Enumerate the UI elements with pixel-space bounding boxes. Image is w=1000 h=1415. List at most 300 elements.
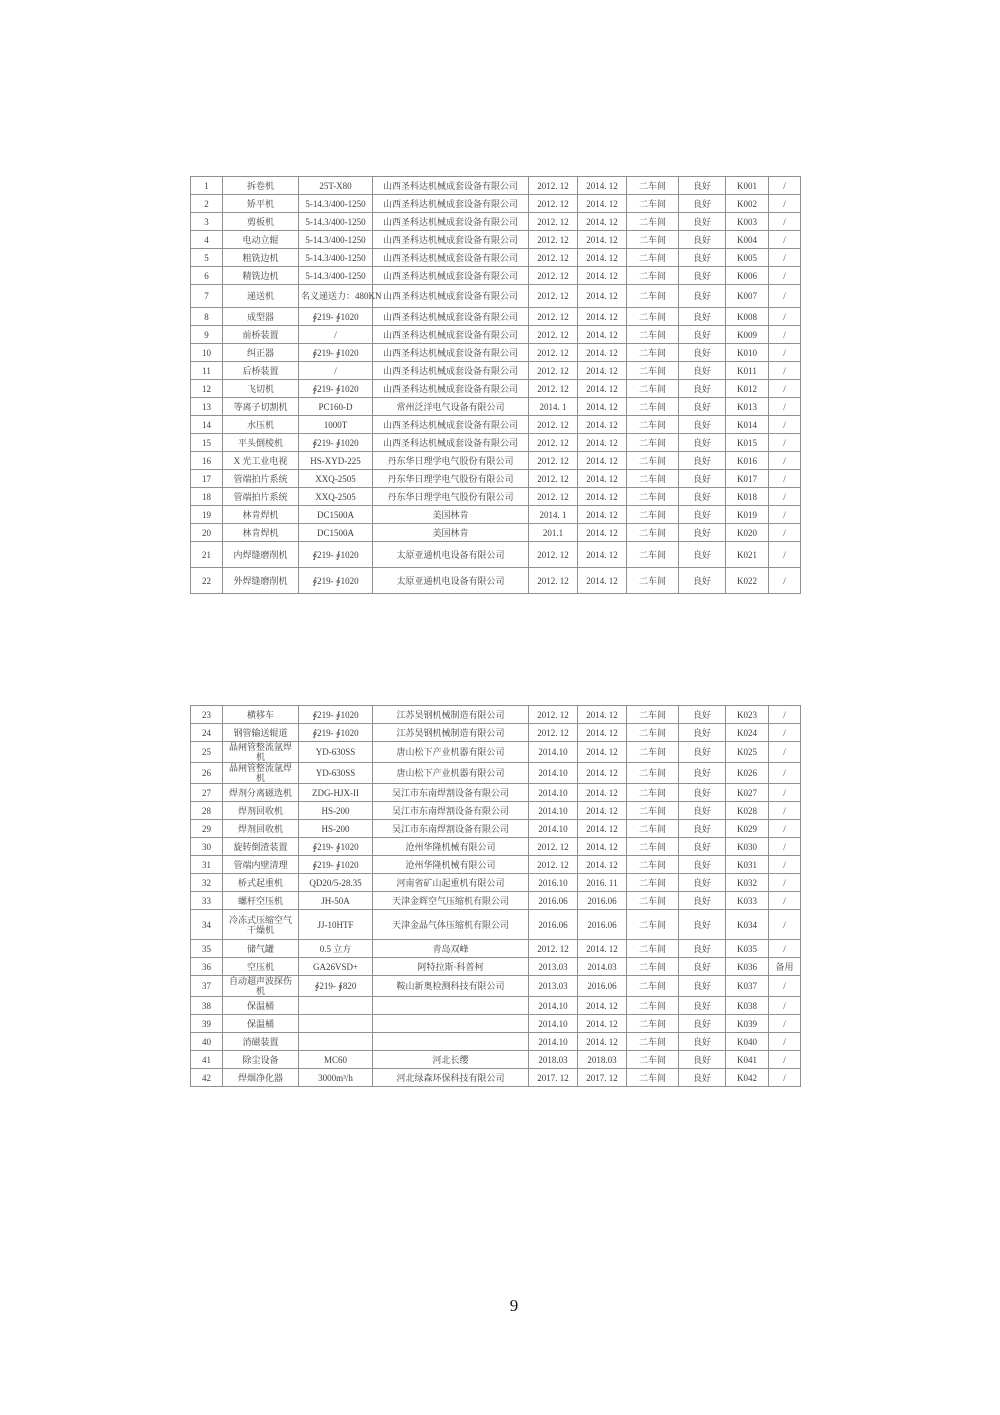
cell-model-spec: ZDG-HJX-II <box>299 784 373 802</box>
cell-location: 二车间 <box>627 724 679 742</box>
cell-condition: 良好 <box>679 910 726 940</box>
cell-enable-date: 2018.03 <box>578 1051 627 1069</box>
cell-asset-code: K032 <box>726 874 769 892</box>
cell-location: 二车间 <box>627 838 679 856</box>
cell-location: 二车间 <box>627 380 679 398</box>
cell-equipment-name: 内焊缝磨削机 <box>223 542 299 568</box>
cell-manufacturer: 山西圣科达机械成套设备有限公司 <box>373 308 529 326</box>
cell-purchase-date: 2014.10 <box>529 997 578 1015</box>
table-row <box>191 195 801 213</box>
cell-equipment-name: 横移车 <box>223 706 299 724</box>
table-row <box>191 177 801 195</box>
cell-location: 二车间 <box>627 177 679 195</box>
cell-manufacturer <box>373 997 529 1015</box>
cell-model-spec: 1000T <box>299 416 373 434</box>
cell-enable-date: 2014. 12 <box>578 568 627 594</box>
cell-condition: 良好 <box>679 452 726 470</box>
cell-condition: 良好 <box>679 470 726 488</box>
cell-purchase-date: 2012. 12 <box>529 231 578 249</box>
cell-model-spec: 名义递送力：480KN <box>299 285 373 308</box>
cell-asset-code: K039 <box>726 1015 769 1033</box>
cell-location: 二车间 <box>627 452 679 470</box>
cell-asset-code: K038 <box>726 997 769 1015</box>
cell-serial: 14 <box>191 416 223 434</box>
cell-remark: / <box>769 1033 801 1051</box>
cell-purchase-date: 2012. 12 <box>529 434 578 452</box>
cell-asset-code: K037 <box>726 976 769 997</box>
cell-remark: / <box>769 308 801 326</box>
cell-enable-date: 2014. 12 <box>578 1033 627 1051</box>
cell-enable-date: 2014. 12 <box>578 308 627 326</box>
cell-enable-date: 2014. 12 <box>578 398 627 416</box>
cell-asset-code: K015 <box>726 434 769 452</box>
cell-manufacturer: 鞍山新奥检测科技有限公司 <box>373 976 529 997</box>
cell-purchase-date: 2012. 12 <box>529 362 578 380</box>
cell-serial: 22 <box>191 568 223 594</box>
cell-serial: 42 <box>191 1069 223 1087</box>
cell-manufacturer: 河南省矿山起重机有限公司 <box>373 874 529 892</box>
cell-model-spec: ∮219- ∮1020 <box>299 542 373 568</box>
cell-equipment-name: 前桥装置 <box>223 326 299 344</box>
cell-enable-date: 2014. 12 <box>578 249 627 267</box>
cell-model-spec: ∮219- ∮1020 <box>299 308 373 326</box>
table-row <box>191 470 801 488</box>
cell-purchase-date: 2014.10 <box>529 763 578 784</box>
cell-remark: / <box>769 784 801 802</box>
cell-remark: / <box>769 763 801 784</box>
cell-condition: 良好 <box>679 763 726 784</box>
cell-enable-date: 2014. 12 <box>578 940 627 958</box>
cell-equipment-name: 螺杆空压机 <box>223 892 299 910</box>
cell-equipment-name: 除尘设备 <box>223 1051 299 1069</box>
cell-model-spec: ∮219- ∮820 <box>299 976 373 997</box>
cell-model-spec: 5-14.3/400-1250 <box>299 213 373 231</box>
cell-asset-code: K026 <box>726 763 769 784</box>
table-row <box>191 958 801 976</box>
cell-purchase-date: 2012. 12 <box>529 195 578 213</box>
cell-equipment-name: 林肯焊机 <box>223 506 299 524</box>
cell-equipment-name: 旋转倒渣装置 <box>223 838 299 856</box>
table-row <box>191 488 801 506</box>
cell-asset-code: K036 <box>726 958 769 976</box>
cell-model-spec: 5-14.3/400-1250 <box>299 195 373 213</box>
cell-purchase-date: 2014.10 <box>529 784 578 802</box>
cell-condition: 良好 <box>679 380 726 398</box>
cell-manufacturer: 山西圣科达机械成套设备有限公司 <box>373 362 529 380</box>
table-row <box>191 524 801 542</box>
cell-remark: / <box>769 434 801 452</box>
cell-serial: 35 <box>191 940 223 958</box>
cell-location: 二车间 <box>627 470 679 488</box>
cell-asset-code: K042 <box>726 1069 769 1087</box>
cell-equipment-name: 消磁装置 <box>223 1033 299 1051</box>
cell-purchase-date: 2013.03 <box>529 958 578 976</box>
cell-remark: / <box>769 488 801 506</box>
cell-asset-code: K002 <box>726 195 769 213</box>
cell-purchase-date: 2017. 12 <box>529 1069 578 1087</box>
cell-model-spec: ∮219- ∮1020 <box>299 380 373 398</box>
table-row <box>191 362 801 380</box>
cell-serial: 20 <box>191 524 223 542</box>
cell-serial: 11 <box>191 362 223 380</box>
cell-equipment-name: 成型器 <box>223 308 299 326</box>
cell-manufacturer: 吴江市东南焊割设备有限公司 <box>373 784 529 802</box>
cell-enable-date: 2014. 12 <box>578 802 627 820</box>
cell-condition: 良好 <box>679 1015 726 1033</box>
cell-equipment-name: 水压机 <box>223 416 299 434</box>
cell-location: 二车间 <box>627 958 679 976</box>
cell-enable-date: 2014. 12 <box>578 838 627 856</box>
cell-purchase-date: 2012. 12 <box>529 213 578 231</box>
cell-remark: / <box>769 380 801 398</box>
cell-location: 二车间 <box>627 434 679 452</box>
cell-enable-date: 2014. 12 <box>578 488 627 506</box>
cell-equipment-name: 桥式起重机 <box>223 874 299 892</box>
cell-location: 二车间 <box>627 997 679 1015</box>
cell-serial: 29 <box>191 820 223 838</box>
cell-asset-code: K028 <box>726 802 769 820</box>
table-row <box>191 838 801 856</box>
cell-location: 二车间 <box>627 1033 679 1051</box>
cell-model-spec: GA26VSD+ <box>299 958 373 976</box>
cell-asset-code: K001 <box>726 177 769 195</box>
cell-purchase-date: 2016.06 <box>529 892 578 910</box>
cell-enable-date: 2014. 12 <box>578 763 627 784</box>
cell-asset-code: K017 <box>726 470 769 488</box>
cell-condition: 良好 <box>679 231 726 249</box>
cell-manufacturer: 河北长缨 <box>373 1051 529 1069</box>
cell-condition: 良好 <box>679 1069 726 1087</box>
cell-model-spec: ∮219- ∮1020 <box>299 856 373 874</box>
cell-location: 二车间 <box>627 326 679 344</box>
cell-equipment-name: 焊烟净化器 <box>223 1069 299 1087</box>
cell-condition: 良好 <box>679 820 726 838</box>
table-row <box>191 231 801 249</box>
cell-enable-date: 2014. 12 <box>578 344 627 362</box>
cell-condition: 良好 <box>679 434 726 452</box>
cell-condition: 良好 <box>679 362 726 380</box>
table-row <box>191 997 801 1015</box>
cell-manufacturer: 天津金晶气体压缩机有限公司 <box>373 910 529 940</box>
cell-serial: 17 <box>191 470 223 488</box>
cell-purchase-date: 2012. 12 <box>529 344 578 362</box>
cell-manufacturer: 河北绿森环保科技有限公司 <box>373 1069 529 1087</box>
cell-purchase-date: 2014.10 <box>529 1033 578 1051</box>
cell-model-spec: MC60 <box>299 1051 373 1069</box>
table-row <box>191 398 801 416</box>
cell-condition: 良好 <box>679 285 726 308</box>
cell-location: 二车间 <box>627 1069 679 1087</box>
cell-model-spec: YD-630SS <box>299 742 373 763</box>
cell-remark: / <box>769 1051 801 1069</box>
table-row <box>191 706 801 724</box>
cell-remark: / <box>769 416 801 434</box>
table-row <box>191 892 801 910</box>
table-row <box>191 267 801 285</box>
cell-remark: / <box>769 398 801 416</box>
cell-manufacturer: 唐山松下产业机器有限公司 <box>373 742 529 763</box>
cell-asset-code: K006 <box>726 267 769 285</box>
cell-asset-code: K034 <box>726 910 769 940</box>
cell-location: 二车间 <box>627 524 679 542</box>
table-row <box>191 976 801 997</box>
cell-serial: 33 <box>191 892 223 910</box>
cell-enable-date: 2016.06 <box>578 976 627 997</box>
cell-enable-date: 2014. 12 <box>578 177 627 195</box>
cell-serial: 5 <box>191 249 223 267</box>
cell-equipment-name: 粗铣边机 <box>223 249 299 267</box>
table-row <box>191 285 801 308</box>
cell-model-spec: HS-XYD-225 <box>299 452 373 470</box>
cell-equipment-name: 外焊缝磨削机 <box>223 568 299 594</box>
cell-serial: 32 <box>191 874 223 892</box>
cell-remark: / <box>769 249 801 267</box>
cell-enable-date: 2014. 12 <box>578 326 627 344</box>
cell-purchase-date: 2012. 12 <box>529 308 578 326</box>
cell-manufacturer: 山西圣科达机械成套设备有限公司 <box>373 380 529 398</box>
cell-condition: 良好 <box>679 213 726 231</box>
cell-equipment-name: 管端内壁清理 <box>223 856 299 874</box>
cell-remark: / <box>769 802 801 820</box>
cell-enable-date: 2014. 12 <box>578 997 627 1015</box>
cell-condition: 良好 <box>679 976 726 997</box>
cell-serial: 6 <box>191 267 223 285</box>
cell-condition: 良好 <box>679 742 726 763</box>
cell-manufacturer: 唐山松下产业机器有限公司 <box>373 763 529 784</box>
cell-location: 二车间 <box>627 267 679 285</box>
cell-serial: 36 <box>191 958 223 976</box>
cell-enable-date: 2014. 12 <box>578 285 627 308</box>
cell-remark: / <box>769 1069 801 1087</box>
cell-serial: 40 <box>191 1033 223 1051</box>
cell-model-spec: / <box>299 362 373 380</box>
cell-manufacturer: 丹东华日理学电气股份有限公司 <box>373 470 529 488</box>
table-row <box>191 1033 801 1051</box>
cell-enable-date: 2016.06 <box>578 892 627 910</box>
cell-location: 二车间 <box>627 856 679 874</box>
cell-purchase-date: 2012. 12 <box>529 249 578 267</box>
cell-manufacturer: 美国林肯 <box>373 524 529 542</box>
cell-equipment-name: 自动超声波探伤机 <box>223 976 299 997</box>
cell-enable-date: 2014. 12 <box>578 506 627 524</box>
cell-purchase-date: 2012. 12 <box>529 856 578 874</box>
cell-asset-code: K031 <box>726 856 769 874</box>
cell-condition: 良好 <box>679 542 726 568</box>
cell-condition: 良好 <box>679 856 726 874</box>
cell-location: 二车间 <box>627 398 679 416</box>
cell-enable-date: 2014. 12 <box>578 856 627 874</box>
cell-serial: 39 <box>191 1015 223 1033</box>
cell-enable-date: 2014. 12 <box>578 362 627 380</box>
cell-equipment-name: 电动立辊 <box>223 231 299 249</box>
cell-purchase-date: 2014. 1 <box>529 398 578 416</box>
table-row <box>191 434 801 452</box>
cell-equipment-name: X 光工业电视 <box>223 452 299 470</box>
cell-manufacturer: 沧州华隆机械有限公司 <box>373 838 529 856</box>
cell-manufacturer: 山西圣科达机械成套设备有限公司 <box>373 267 529 285</box>
cell-equipment-name: 递送机 <box>223 285 299 308</box>
table-row <box>191 249 801 267</box>
table-row <box>191 213 801 231</box>
cell-purchase-date: 2012. 12 <box>529 177 578 195</box>
cell-asset-code: K004 <box>726 231 769 249</box>
cell-serial: 26 <box>191 763 223 784</box>
cell-asset-code: K020 <box>726 524 769 542</box>
cell-manufacturer: 江苏昊钢机械制造有限公司 <box>373 706 529 724</box>
cell-model-spec: YD-630SS <box>299 763 373 784</box>
cell-condition: 良好 <box>679 416 726 434</box>
cell-asset-code: K014 <box>726 416 769 434</box>
cell-model-spec: XXQ-2505 <box>299 470 373 488</box>
cell-serial: 34 <box>191 910 223 940</box>
cell-purchase-date: 2012. 12 <box>529 568 578 594</box>
page-number: 9 <box>509 1296 519 1315</box>
cell-asset-code: K007 <box>726 285 769 308</box>
cell-manufacturer: 太原亚通机电设备有限公司 <box>373 542 529 568</box>
cell-serial: 31 <box>191 856 223 874</box>
cell-remark: / <box>769 724 801 742</box>
cell-purchase-date: 2012. 12 <box>529 416 578 434</box>
cell-remark: / <box>769 976 801 997</box>
cell-remark: / <box>769 892 801 910</box>
cell-model-spec: XXQ-2505 <box>299 488 373 506</box>
cell-asset-code: K010 <box>726 344 769 362</box>
cell-condition: 良好 <box>679 724 726 742</box>
cell-purchase-date: 2012. 12 <box>529 838 578 856</box>
cell-purchase-date: 2012. 12 <box>529 326 578 344</box>
cell-remark: / <box>769 285 801 308</box>
cell-serial: 15 <box>191 434 223 452</box>
cell-serial: 37 <box>191 976 223 997</box>
table-row <box>191 1051 801 1069</box>
cell-manufacturer <box>373 1033 529 1051</box>
cell-remark: / <box>769 1015 801 1033</box>
table-row <box>191 802 801 820</box>
table-row <box>191 568 801 594</box>
table-row <box>191 742 801 763</box>
cell-enable-date: 2014.03 <box>578 958 627 976</box>
table-row <box>191 874 801 892</box>
cell-condition: 良好 <box>679 344 726 362</box>
cell-serial: 10 <box>191 344 223 362</box>
cell-purchase-date: 2014.10 <box>529 1015 578 1033</box>
cell-equipment-name: 精铣边机 <box>223 267 299 285</box>
cell-asset-code: K041 <box>726 1051 769 1069</box>
cell-asset-code: K008 <box>726 308 769 326</box>
cell-location: 二车间 <box>627 763 679 784</box>
equipment-table-1 <box>190 176 801 594</box>
cell-manufacturer: 山西圣科达机械成套设备有限公司 <box>373 213 529 231</box>
cell-asset-code: K005 <box>726 249 769 267</box>
cell-manufacturer: 青岛双峰 <box>373 940 529 958</box>
cell-remark: / <box>769 706 801 724</box>
table-row <box>191 326 801 344</box>
cell-manufacturer: 阿特拉斯·科普柯 <box>373 958 529 976</box>
cell-model-spec <box>299 1015 373 1033</box>
cell-condition: 良好 <box>679 1033 726 1051</box>
cell-equipment-name: 钢管输送辊道 <box>223 724 299 742</box>
cell-manufacturer: 山西圣科达机械成套设备有限公司 <box>373 195 529 213</box>
cell-enable-date: 2014. 12 <box>578 213 627 231</box>
table-row <box>191 940 801 958</box>
cell-manufacturer: 吴江市东南焊割设备有限公司 <box>373 820 529 838</box>
cell-location: 二车间 <box>627 506 679 524</box>
cell-serial: 28 <box>191 802 223 820</box>
cell-condition: 良好 <box>679 177 726 195</box>
cell-serial: 1 <box>191 177 223 195</box>
cell-asset-code: K024 <box>726 724 769 742</box>
cell-asset-code: K018 <box>726 488 769 506</box>
cell-model-spec: QD20/5-28.35 <box>299 874 373 892</box>
table-row <box>191 1069 801 1087</box>
cell-enable-date: 2014. 12 <box>578 231 627 249</box>
cell-model-spec: HS-200 <box>299 802 373 820</box>
cell-manufacturer: 沧州华隆机械有限公司 <box>373 856 529 874</box>
cell-condition: 良好 <box>679 1051 726 1069</box>
cell-remark: / <box>769 910 801 940</box>
cell-purchase-date: 2012. 12 <box>529 706 578 724</box>
cell-manufacturer: 丹东华日理学电气股份有限公司 <box>373 488 529 506</box>
cell-model-spec: ∮219- ∮1020 <box>299 568 373 594</box>
cell-manufacturer: 天津金辉空气压缩机有限公司 <box>373 892 529 910</box>
cell-serial: 21 <box>191 542 223 568</box>
cell-manufacturer: 山西圣科达机械成套设备有限公司 <box>373 416 529 434</box>
cell-condition: 良好 <box>679 958 726 976</box>
cell-condition: 良好 <box>679 838 726 856</box>
cell-serial: 7 <box>191 285 223 308</box>
cell-location: 二车间 <box>627 910 679 940</box>
cell-location: 二车间 <box>627 195 679 213</box>
cell-asset-code: K022 <box>726 568 769 594</box>
cell-condition: 良好 <box>679 267 726 285</box>
cell-model-spec: ∮219- ∮1020 <box>299 724 373 742</box>
cell-model-spec: HS-200 <box>299 820 373 838</box>
cell-serial: 16 <box>191 452 223 470</box>
cell-model-spec: ∮219- ∮1020 <box>299 838 373 856</box>
cell-enable-date: 2014. 12 <box>578 542 627 568</box>
cell-serial: 9 <box>191 326 223 344</box>
cell-location: 二车间 <box>627 784 679 802</box>
cell-enable-date: 2017. 12 <box>578 1069 627 1087</box>
cell-condition: 良好 <box>679 706 726 724</box>
cell-condition: 良好 <box>679 506 726 524</box>
cell-location: 二车间 <box>627 488 679 506</box>
cell-purchase-date: 2012. 12 <box>529 452 578 470</box>
cell-equipment-name: 拆卷机 <box>223 177 299 195</box>
cell-equipment-name: 冷冻式压缩空气干燥机 <box>223 910 299 940</box>
cell-manufacturer: 吴江市东南焊割设备有限公司 <box>373 802 529 820</box>
cell-enable-date: 2014. 12 <box>578 267 627 285</box>
cell-location: 二车间 <box>627 940 679 958</box>
cell-manufacturer <box>373 1015 529 1033</box>
cell-serial: 12 <box>191 380 223 398</box>
table-row <box>191 1015 801 1033</box>
cell-condition: 良好 <box>679 249 726 267</box>
cell-enable-date: 2014. 12 <box>578 742 627 763</box>
cell-purchase-date: 2014. 1 <box>529 506 578 524</box>
cell-asset-code: K025 <box>726 742 769 763</box>
table-row <box>191 784 801 802</box>
cell-asset-code: K021 <box>726 542 769 568</box>
cell-manufacturer: 山西圣科达机械成套设备有限公司 <box>373 249 529 267</box>
cell-equipment-name: 保温桶 <box>223 1015 299 1033</box>
cell-equipment-name: 平头倒棱机 <box>223 434 299 452</box>
cell-remark: / <box>769 452 801 470</box>
cell-condition: 良好 <box>679 308 726 326</box>
cell-model-spec: ∮219- ∮1020 <box>299 434 373 452</box>
cell-enable-date: 2014. 12 <box>578 380 627 398</box>
cell-asset-code: K009 <box>726 326 769 344</box>
